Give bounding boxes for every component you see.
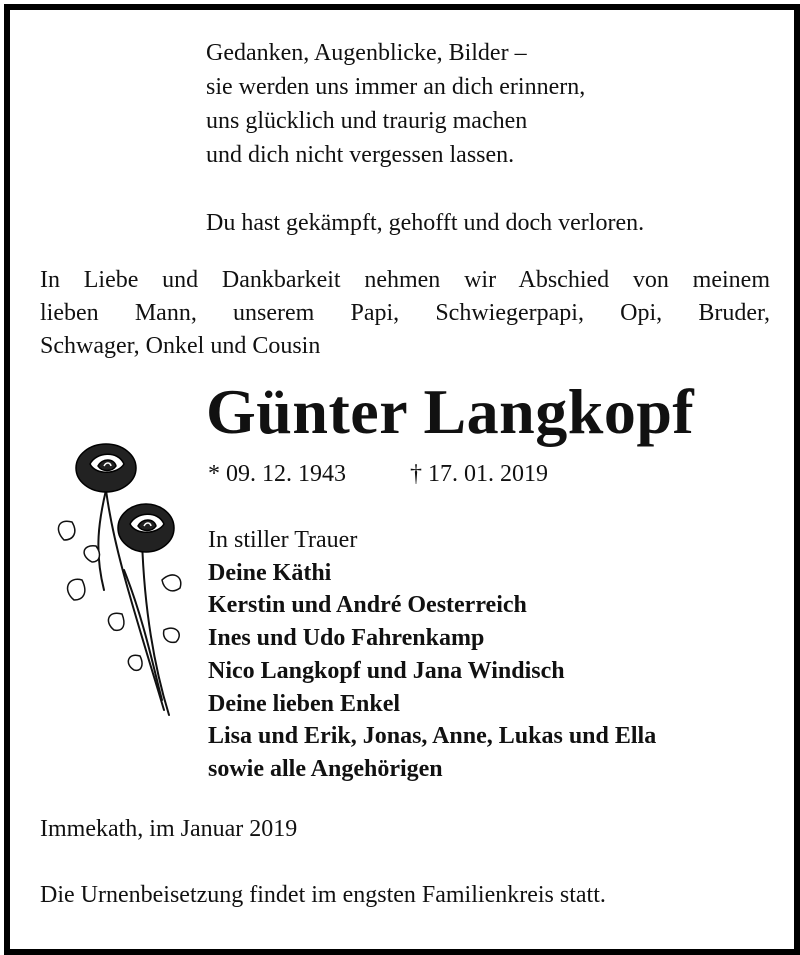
poem-line: uns glücklich und traurig machen	[206, 108, 528, 134]
roses-icon	[44, 430, 194, 730]
mourner-entry: Nico Langkopf und Jana Windisch	[208, 657, 565, 684]
mourner-entry: Lisa und Erik, Jonas, Anne, Lukas und Ella	[208, 723, 657, 750]
mourner-entry: Ines und Udo Fahrenkamp	[208, 625, 485, 652]
death-date: † 17. 01. 2019	[410, 461, 548, 487]
mourner-entry: Deine lieben Enkel	[208, 690, 401, 717]
poem	[206, 36, 644, 240]
obituary-frame	[4, 4, 800, 955]
intro-text	[40, 264, 770, 363]
poem-closing: Du hast gekämpft, gehofft und doch verloren.	[206, 210, 645, 236]
life-dates	[208, 457, 548, 491]
mourner-entry: sowie alle Angehörigen	[208, 755, 443, 782]
poem-line: sie werden uns immer an dich erinnern,	[206, 74, 586, 100]
deceased-name: Günter Langkopf	[206, 376, 695, 447]
place-date: Immekath, im Januar 2019	[40, 816, 298, 842]
poem-line: Gedanken, Augenblicke, Bilder –	[206, 40, 527, 66]
intro-line: Schwager, Onkel und Cousin	[40, 333, 321, 359]
intro-line: In Liebe und Dankbarkeit nehmen wir Abschied von meinem	[40, 267, 770, 293]
burial-note: Die Urnenbeisetzung findet im engsten Familienkreis statt.	[40, 882, 606, 908]
mourner-entry: Deine Käthi	[208, 559, 332, 586]
poem-line: und dich nicht vergessen lassen.	[206, 142, 515, 168]
mourners-list	[208, 524, 656, 786]
mourners-heading: In stiller Trauer	[208, 527, 358, 553]
mourner-entry: Kerstin und André Oesterreich	[208, 592, 527, 619]
intro-line: lieben Mann, unserem Papi, Schwiegerpapi, Opi, Bruder,	[40, 300, 770, 326]
birth-date: * 09. 12. 1943	[208, 461, 346, 487]
